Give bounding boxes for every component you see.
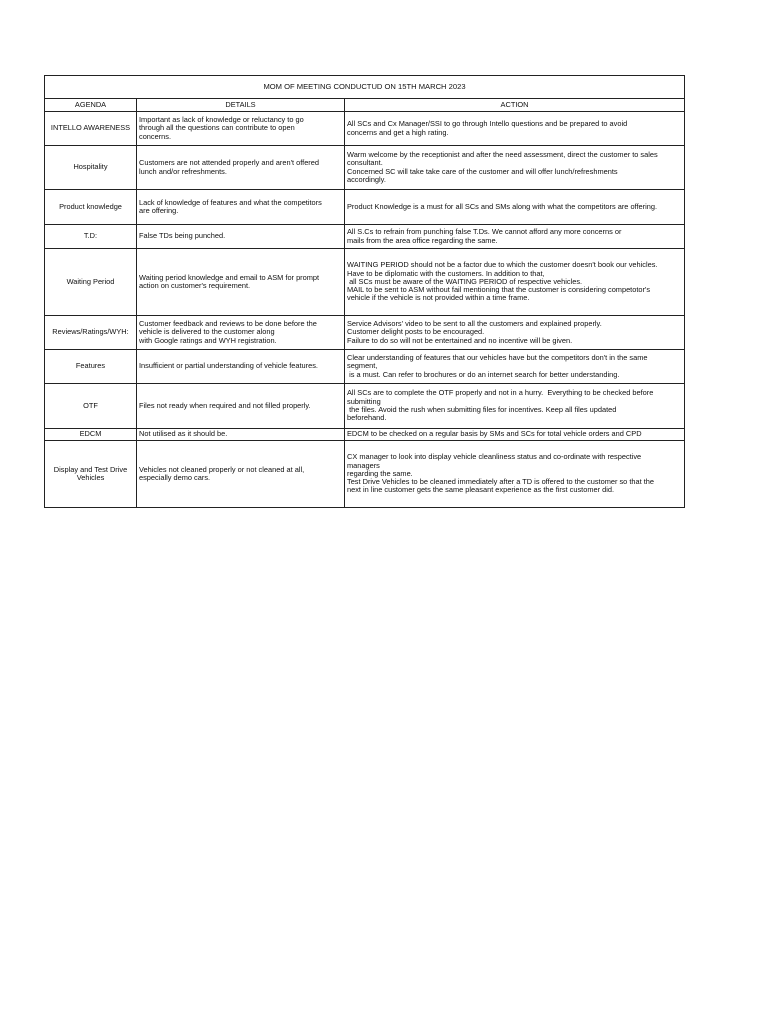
details-line: are offering. [139,206,179,215]
action-line: submitting [347,396,381,406]
details-cell [137,146,345,190]
action-cell [345,225,685,249]
action-line: beforehand. [347,413,387,423]
action-line: all SCs must be aware of the WAITING PERIOD of respective vehicles. [347,276,583,286]
action-line: segment, [347,361,378,371]
details-line: Waiting period knowledge and email to ASM for prompt [139,272,320,282]
details-line: Customer feedback and reviews to be done before the [139,319,317,329]
details-line: Not utilised as it should be. [139,429,228,439]
details-line: Important as lack of knowledge or reluctancy to go [139,115,304,125]
action-line: next in line customer gets the same pleasant experience as the first customer did. [347,485,615,495]
action-line: Concerned SC will take take care of the customer and will offer lunch/refreshments [347,166,618,176]
agenda-cell: Reviews/Ratings/WYH: [45,316,137,350]
agenda-cell: EDCM [45,429,137,441]
action-cell [345,249,685,316]
table-row [45,316,685,350]
table-row [45,350,685,384]
action-line: CX manager to look into display vehicle cleanliness status and co-ordinate with respective [347,452,642,462]
details-line: Insufficient or partial understanding of vehicle features. [139,361,318,371]
agenda-cell: Waiting Period [45,249,137,316]
details-line: Lack of knowledge of features and what the competitors [139,197,322,207]
action-line: Service Advisors' video to be sent to all the customers and explained properly. [347,319,602,329]
action-line: is a must. Can refer to brochures or do an internet search for better understanding. [347,369,620,379]
action-line: Clear understanding of features that our vehicles have but the competitors don't in the same [347,353,648,363]
table-row [45,429,685,441]
details-cell [137,225,345,249]
details-header: DETAILS [137,99,345,112]
details-cell [137,112,345,146]
agenda-cell: INTELLO AWARENESS [45,112,137,146]
action-cell [345,350,685,384]
action-line: managers [347,460,380,470]
action-line: the files. Avoid the rush when submitting files for incentives. Keep all files updated [347,405,617,414]
action-line: vehicle if the vehicle is not provided within a time frame. [347,293,530,303]
table-row [45,441,685,508]
table-row [45,112,685,146]
action-line: All SCs and Cx Manager/SSI to go through Intello questions and be prepared to avoid [347,119,628,129]
document-title: MOM OF MEETING CONDUCTUD ON 15TH MARCH 2023 [45,76,685,99]
action-line: All S.Cs to refrain from punching false T.Ds. We cannot afford any more concerns or [347,227,622,237]
action-line: Failure to do so will not be entertained and no incentive will be given. [347,335,573,345]
agenda-cell: Product knowledge [45,190,137,225]
details-line: with Google ratings and WYH registration. [139,335,277,345]
table-row [45,146,685,190]
table-row [45,190,685,225]
details-cell [137,350,345,384]
minutes-table [44,75,685,508]
action-line: Have to be diplomatic with the customers. In addition to that, [347,268,545,278]
table-row [45,384,685,429]
agenda-cell: Hospitality [45,146,137,190]
action-line: Warm welcome by the receptionist and after the need assessment, direct the customer to sales [347,149,658,159]
action-line: Test Drive Vehicles to be cleaned immediately after a TD is offered to the customer so that the [347,477,655,487]
details-cell [137,384,345,429]
title-row [45,76,685,99]
action-line: MAIL to be sent to ASM without fail mentioning that the customer is considering competotor's [347,285,651,295]
details-line: lunch and/or refreshments. [139,166,227,176]
action-cell [345,441,685,508]
action-line: concerns and get a high rating. [347,127,449,137]
details-cell [137,190,345,225]
table-row [45,225,685,249]
table-row [45,249,685,316]
action-line: All SCs are to complete the OTF properly and not in a hurry. Everything to be checked before [347,388,654,398]
action-line: Customer delight posts to be encouraged. [347,327,485,337]
details-line: Customers are not attended properly and aren't offered [139,158,319,168]
action-line: regarding the same. [347,468,413,478]
details-line: action on customer's requirement. [139,281,251,290]
details-line: especially demo cars. [139,473,211,482]
action-cell [345,316,685,350]
agenda-header: AGENDA [45,99,137,112]
action-cell [345,429,685,441]
action-cell [345,146,685,190]
details-cell [137,316,345,350]
action-cell [345,384,685,429]
action-header: ACTION [345,99,685,112]
agenda-cell: Display and Test Drive Vehicles [45,441,137,508]
details-cell [137,429,345,441]
action-cell [345,112,685,146]
details-line: concerns. [139,131,172,141]
agenda-cell: OTF [45,384,137,429]
details-cell [137,249,345,316]
details-line: Vehicles not cleaned properly or not cleaned at all, [139,464,305,474]
agenda-cell: Features [45,350,137,384]
action-line: EDCM to be checked on a regular basis by SMs and SCs for total vehicle orders and CPD [347,429,642,439]
action-line: accordingly. [347,174,386,184]
details-line: False TDs being punched. [139,231,226,241]
action-line: WAITING PERIOD should not be a factor due to which the customer doesn't book our vehicles. [347,260,658,270]
action-line: mails from the area office regarding the same. [347,235,498,245]
action-line: Product Knowledge is a must for all SCs and SMs along with what the competitors are offering. [347,201,658,211]
table-body [45,112,685,508]
action-cell [345,190,685,225]
details-line: Files not ready when required and not filled properly. [139,400,311,410]
details-line: through all the questions can contribute to open [139,123,295,133]
details-cell [137,441,345,508]
agenda-cell: T.D: [45,225,137,249]
details-line: vehicle is delivered to the customer along [139,327,275,337]
action-line: consultant. [347,158,383,168]
header-row [45,99,685,112]
